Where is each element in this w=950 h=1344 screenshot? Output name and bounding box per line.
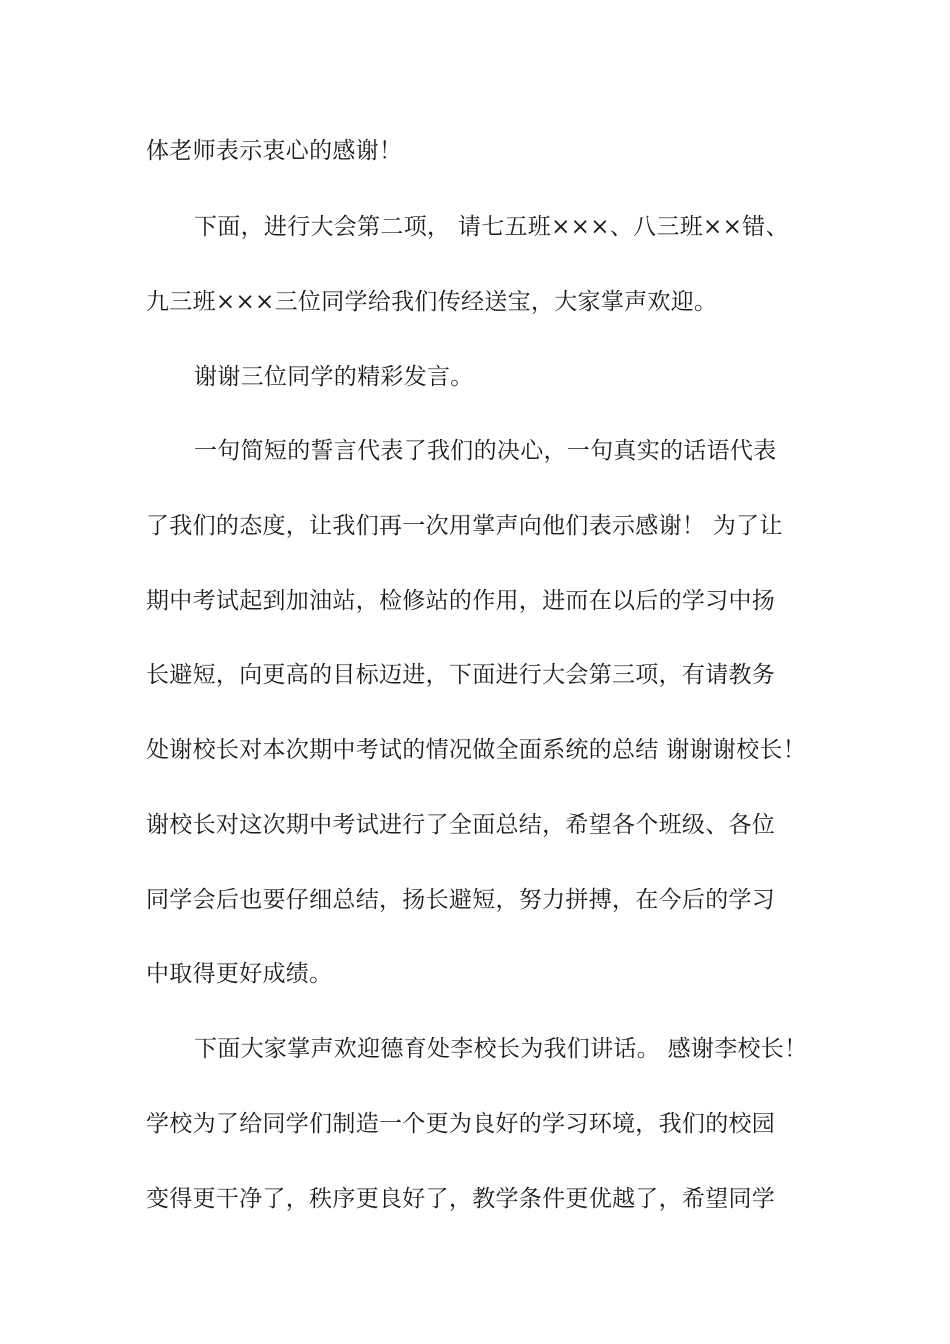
text-line: 期中考试起到加油站，检修站的作用，进而在以后的学习中扬 xyxy=(146,588,776,614)
text-line: 体老师表示衷心的感谢！ xyxy=(146,138,403,164)
text-line: 学校为了给同学们制造一个更为良好的学习环境，我们的校园 xyxy=(146,1111,776,1137)
text-line: 处谢校长对本次期中考试的情况做全面系统的总结 谢谢谢校长！ xyxy=(146,737,807,763)
text-line: 了我们的态度，让我们再一次用掌声向他们表示感谢！ 为了让 xyxy=(146,513,783,539)
text-line: 谢谢三位同学的精彩发言。 xyxy=(194,364,474,390)
text-line: 谢校长对这次期中考试进行了全面总结，希望各个班级、各位 xyxy=(146,812,776,838)
text-line: 变得更干净了，秩序更良好了，教学条件更优越了，希望同学 xyxy=(146,1186,776,1212)
text-line: 长避短，向更高的目标迈进，下面进行大会第三项，有请教务 xyxy=(146,662,776,688)
text-line: 下面，进行大会第二项， 请七五班×××、八三班××错、 xyxy=(194,214,789,240)
text-line: 九三班×××三位同学给我们传经送宝，大家掌声欢迎。 xyxy=(146,289,718,315)
text-line: 一句简短的誓言代表了我们的决心，一句真实的话语代表 xyxy=(194,438,777,464)
text-line: 下面大家掌声欢迎德育处李校长为我们讲话。 感谢李校长！ xyxy=(194,1036,808,1062)
text-line: 同学会后也要仔细总结，扬长避短，努力拼搏，在今后的学习 xyxy=(146,887,776,913)
text-line: 中取得更好成绩。 xyxy=(146,961,333,987)
